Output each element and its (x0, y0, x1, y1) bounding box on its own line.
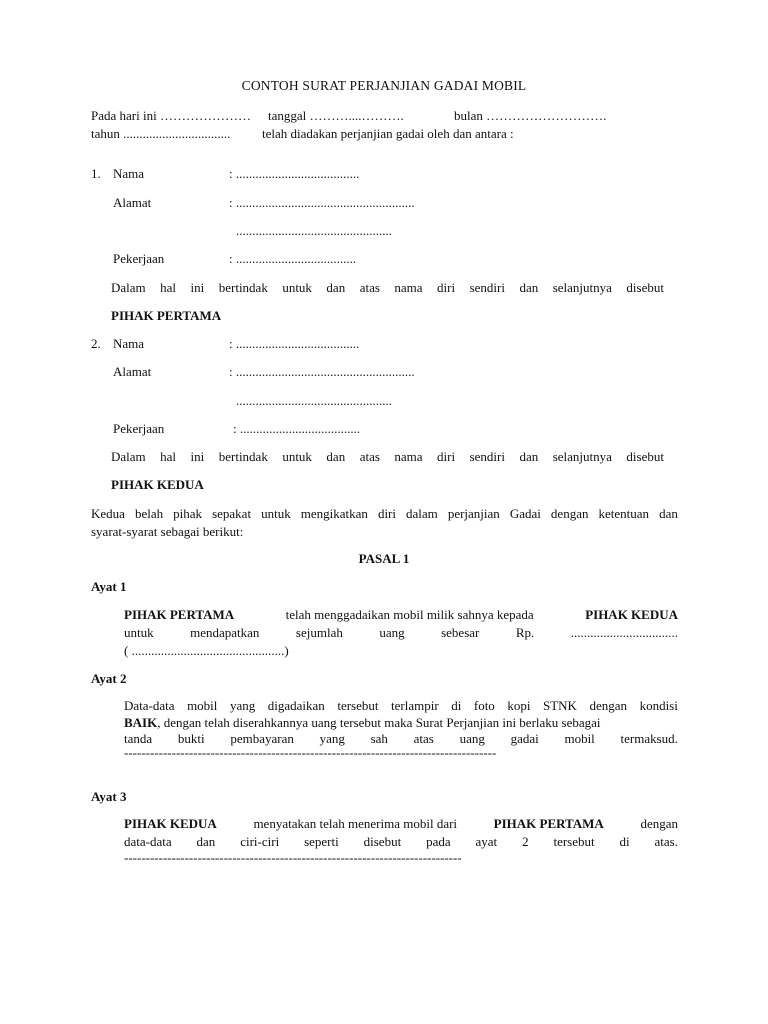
party2-job-value: : ..................................... (233, 421, 361, 436)
party1-number: 1. (91, 166, 101, 181)
word: sepakat (212, 506, 252, 521)
intro-day: Pada hari ini ………………… (91, 108, 251, 123)
word: ini (190, 449, 205, 464)
word: disebut (363, 834, 402, 849)
word: atas (359, 280, 380, 295)
ayat1-line3: ( ...............................................) (124, 643, 289, 658)
word: dan (326, 280, 346, 295)
word: Data-data (124, 698, 175, 713)
word: data-data (124, 834, 172, 849)
word: terlampir (391, 698, 439, 713)
word: dengan (550, 506, 589, 521)
word: 2 (522, 834, 529, 849)
word: atas (359, 449, 380, 464)
ayat1-line2 (124, 625, 678, 641)
word: pembayaran (230, 731, 294, 746)
word: diri (437, 449, 456, 464)
party2-role: PIHAK KEDUA (111, 477, 204, 492)
word: dan (659, 506, 678, 521)
word: disebut (626, 280, 664, 295)
ayat3-line1-end: dengan (640, 816, 678, 831)
party1-address-value: : ....................................................... (229, 195, 415, 210)
word: ini (190, 280, 205, 295)
agreement-line1 (91, 506, 678, 522)
word: untuk (282, 280, 312, 295)
word: Dalam (111, 280, 146, 295)
word: untuk (261, 506, 291, 521)
party2-name-value: : ...................................... (229, 336, 360, 351)
ayat3-line1-mid: menyatakan telah menerima mobil dari (253, 816, 458, 831)
party1-address-label: Alamat (113, 195, 152, 210)
party1-statement (111, 280, 664, 296)
ayat2-line1 (124, 698, 678, 714)
word: foto (473, 698, 495, 713)
ayat3-line3: ------------------------------------------------------------------------------ (124, 850, 462, 865)
ayat2-heading: Ayat 2 (91, 671, 127, 686)
word: tersebut (337, 698, 379, 713)
word: disebut (626, 449, 664, 464)
word: Dalam (111, 449, 146, 464)
ayat1-party-first: PIHAK PERTAMA (124, 607, 235, 622)
word: sebesar (441, 625, 480, 640)
word: pihak (173, 506, 203, 521)
word: dan (326, 449, 346, 464)
word: kopi (507, 698, 531, 713)
ayat2-line4: -------------------------------------------------------------------------------------- (124, 745, 497, 760)
party2-address-value: : ....................................................... (229, 364, 415, 379)
ayat2-line2 (124, 715, 601, 731)
party2-address-label: Alamat (113, 364, 152, 379)
word: seperti (304, 834, 339, 849)
ayat3-party-second: PIHAK KEDUA (124, 816, 217, 831)
party1-address-cont: ................................................ (236, 223, 392, 238)
word: Kedua (91, 506, 125, 521)
party2-number: 2. (91, 336, 101, 351)
word: pada (426, 834, 451, 849)
word: STNK (543, 698, 577, 713)
word: hal (160, 280, 177, 295)
agreement-line2: syarat-syarat sebagai berikut: (91, 524, 244, 539)
intro-statement: telah diadakan perjanjian gadai oleh dan antara : (262, 126, 514, 141)
word: atas (413, 731, 434, 746)
intro-month: bulan ………………………. (454, 108, 607, 123)
ayat1-line1-mid: telah menggadaikan mobil milik sahnya kepada (285, 607, 534, 622)
party1-name-label: Nama (113, 166, 145, 181)
word: dan (196, 834, 216, 849)
word: untuk (282, 449, 312, 464)
word: untuk (124, 625, 154, 640)
word: tersebut (553, 834, 595, 849)
ayat3-party-first: PIHAK PERTAMA (493, 816, 604, 831)
word: diri (437, 280, 456, 295)
word: hal (160, 449, 177, 464)
word: di (619, 834, 630, 849)
word: yang (319, 731, 345, 746)
word: ketentuan (598, 506, 650, 521)
word: yang (229, 698, 256, 713)
word: dengan (589, 698, 628, 713)
word: Rp. (515, 625, 535, 640)
ayat1-heading: Ayat 1 (91, 579, 127, 594)
intro-year: tahun ................................. (91, 126, 231, 141)
party2-name-label: Nama (113, 336, 145, 351)
word: di (451, 698, 462, 713)
word: Gadai (509, 506, 541, 521)
word: mendapatkan (190, 625, 260, 640)
word: ciri-ciri (240, 834, 280, 849)
word: mobil (187, 698, 218, 713)
word: tanda (124, 731, 153, 746)
word: selanjutnya (552, 449, 612, 464)
word: sendiri (469, 449, 505, 464)
word: belah (134, 506, 164, 521)
ayat1-line1 (124, 607, 678, 623)
word: bertindak (218, 280, 268, 295)
word: dan (519, 449, 539, 464)
word: diri (377, 506, 396, 521)
party1-role: PIHAK PERTAMA (111, 308, 222, 323)
word: bukti (177, 731, 205, 746)
word: bertindak (218, 449, 268, 464)
ayat3-line1 (124, 816, 678, 832)
word: sendiri (469, 280, 505, 295)
party1-name-value: : ...................................... (229, 166, 360, 181)
word: selanjutnya (552, 280, 612, 295)
word: nama (394, 449, 423, 464)
party1-job-value: : ..................................... (229, 251, 357, 266)
word: sejumlah (295, 625, 343, 640)
intro-date: tanggal ………....………. (268, 108, 404, 123)
ayat1-party-second: PIHAK KEDUA (585, 607, 678, 622)
word: digadaikan (267, 698, 325, 713)
party1-job-label: Pekerjaan (113, 251, 165, 266)
party2-statement (111, 449, 664, 465)
party2-address-cont: ................................................ (236, 393, 392, 408)
word: sah (370, 731, 388, 746)
word: perjanjian (447, 506, 500, 521)
word: termaksud. (620, 731, 678, 746)
ayat3-heading: Ayat 3 (91, 789, 127, 804)
word: dalam (406, 506, 438, 521)
word: dan (519, 280, 539, 295)
ayat3-line2 (124, 834, 678, 850)
word: kondisi (639, 698, 678, 713)
word: gadai (510, 731, 539, 746)
word: nama (394, 280, 423, 295)
word: ayat (475, 834, 498, 849)
pasal-heading: PASAL 1 (358, 551, 410, 566)
document-title: CONTOH SURAT PERJANJIAN GADAI MOBIL (241, 78, 527, 93)
word: uang (379, 625, 405, 640)
ayat2-condition: BAIK (124, 715, 158, 730)
word: atas. (654, 834, 678, 849)
word: uang (459, 731, 485, 746)
ayat2-line2-rest: , dengan telah diserahkannya uang tersebut maka Surat Perjanjian ini berlaku sebagai (157, 715, 601, 730)
word: mengikatkan (300, 506, 368, 521)
word: ................................. (570, 625, 678, 640)
word: mobil (564, 731, 595, 746)
party2-job-label: Pekerjaan (113, 421, 165, 436)
